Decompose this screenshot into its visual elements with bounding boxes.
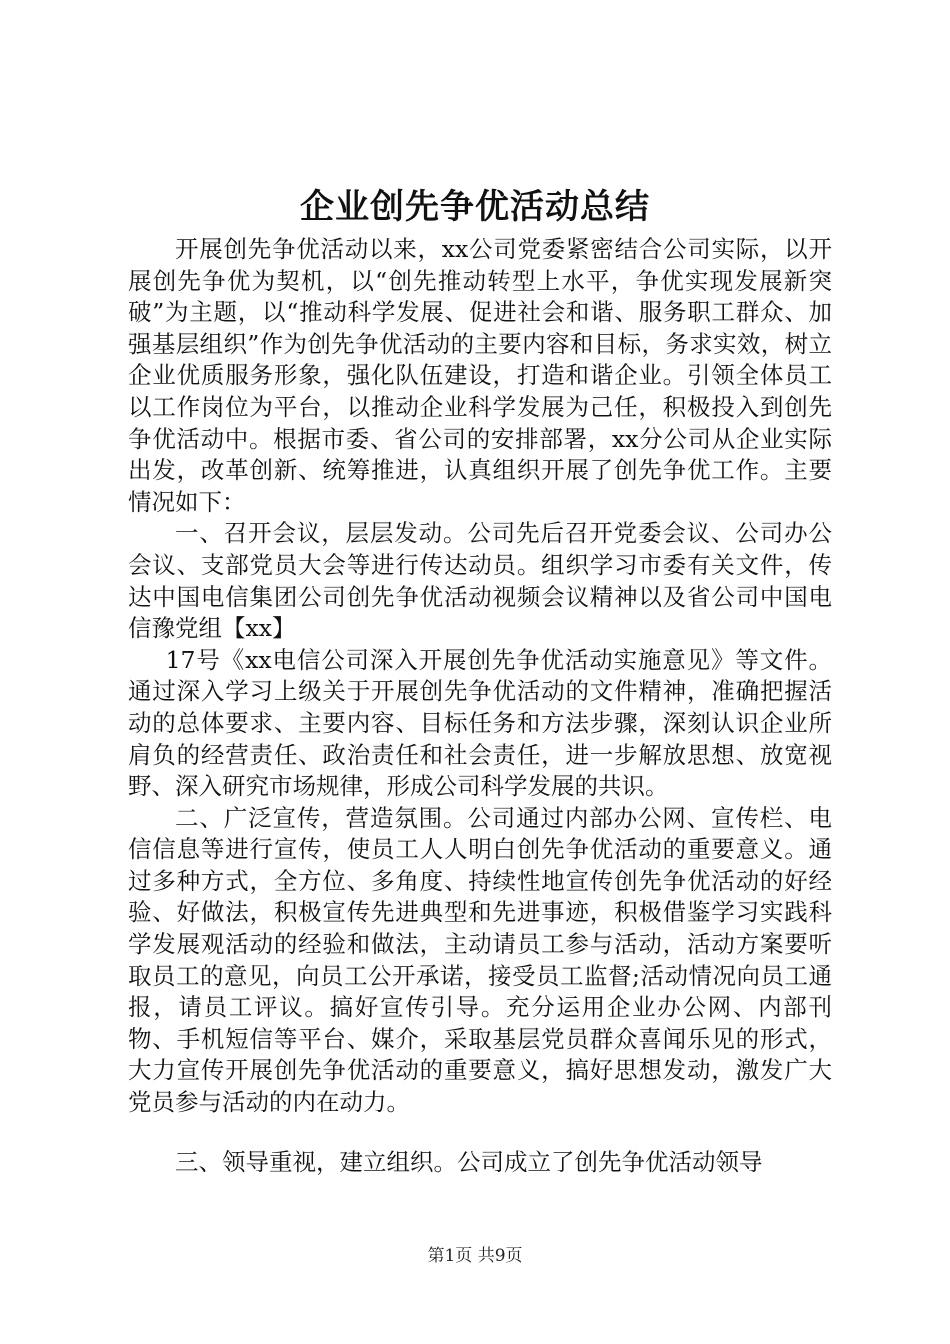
paragraph-section-3: 三、领导重视，建立组织。公司成立了创先争优活动领导 [175,1147,763,1176]
page-indicator: 第1页 共9页 [427,1246,523,1266]
paragraph-intro: 开展创先争优活动以来，xx公司党委紧密结合公司实际，以开展创先争优为契机，以“创先推动转型上水平，争优实现发展新突破”为主题，以“推动科学发展、促进社会和谐、服务职工群众、加强基层组织”作为创先争优活动的主要内容和目标，务求实效，树立企业优质服务形象，强化队伍建设，打造和谐企业。引领全体员工以工作岗位为平台，以推动企业科学发展为己任，积极投入到创先争优活动中。根据市委、省公司的安排部署，xx分公司从企业实际出发，改革创新、统筹推进，认真组织开展了创先争优工作。主要情况如下： [128,235,832,516]
document-body [128,234,832,1178]
document-title: 企业创先争优活动总结 [300,187,650,227]
paragraph-section-2: 二、广泛宣传，营造氛围。公司通过内部办公网、宣传栏、电信信息等进行宣传，使员工人人明白创先争优活动的重要意义。通过多种方式，全方位、多角度、持续性地宣传创先争优活动的好经验、好做法，积极宣传先进典型和先进事迹，积极借鉴学习实践科学发展观活动的经验和做法，主动请员工参与活动，活动方案要听取员工的意见，向员工公开承诺，接受员工监督;活动情况向员工通报，请员工评议。搞好宣传引导。充分运用企业办公网、内部刊物、手机短信等平台、媒介，采取基层党员群众喜闻乐见的形式，大力宣传开展创先争优活动的重要意义，搞好思想发动，激发广大党员参与活动的内在动力。 [128,803,832,1117]
paragraph-section-1: 一、召开会议，层层发动。公司先后召开党委会议、公司办公会议、支部党员大会等进行传达动员。组织学习市委有关文件，传达中国电信集团公司创先争优活动视频会议精神以及省公司中国电信豫党组【xx】 [128,519,832,643]
paragraph-section-1-continued: 17号《xx电信公司深入开展创先争优活动实施意见》等文件。通过深入学习上级关于开展创先争优活动的文件精神，准确把握活动的总体要求、主要内容、目标任务和方法步骤，深刻认识企业所肩负的经营责任、政治责任和社会责任，进一步解放思想、放宽视野、深入研究市场规律，形成公司科学发展的共识。 [128,645,832,801]
page-footer [0,1244,950,1268]
